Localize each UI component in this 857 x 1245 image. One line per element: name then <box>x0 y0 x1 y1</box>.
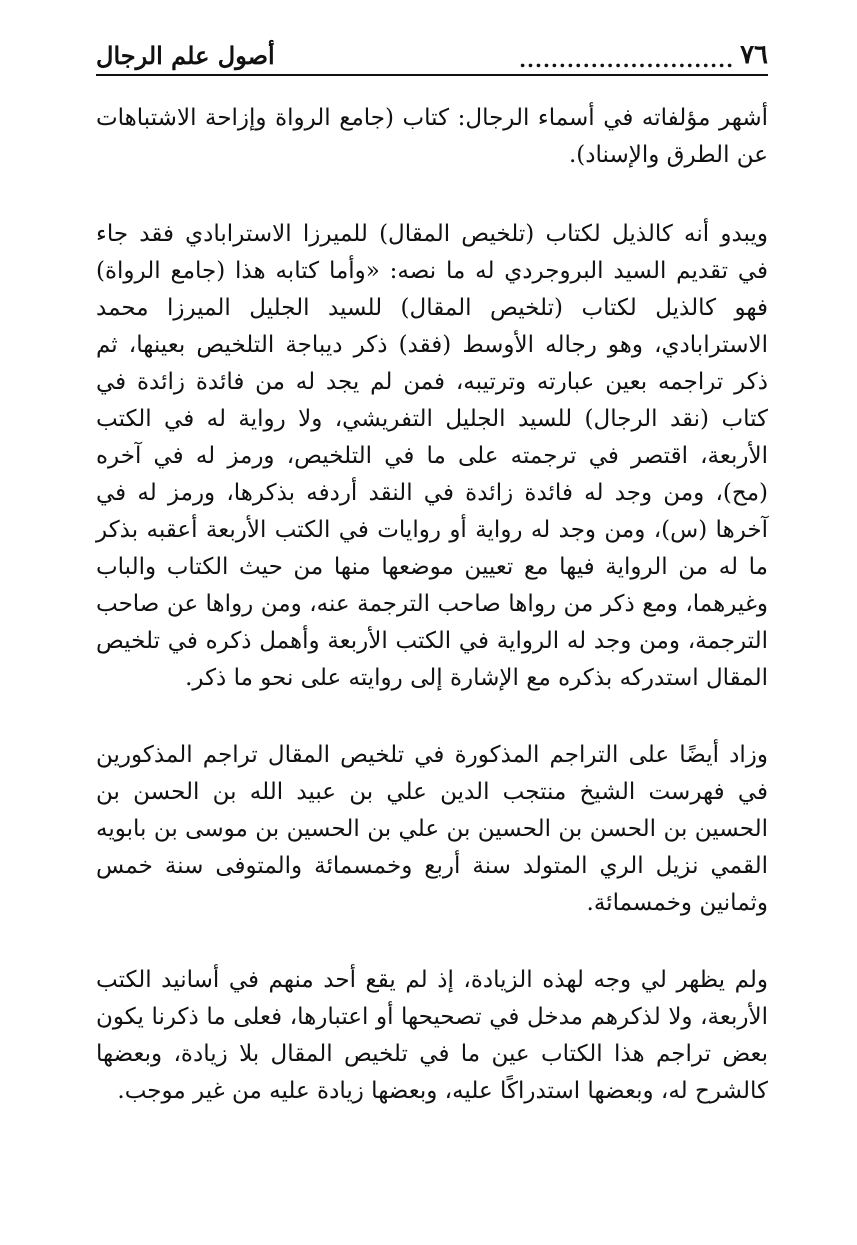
paragraph-3: وزاد أيضًا على التراجم المذكورة في تلخيص المقال تراجم المذكورين في فهرست الشيخ منتجب الدين علي بن عبيد الله بن الحسن بن الحسين بن الحسن بن الحسين بن علي بن الحسين بن موسى بن بابويه القمي نزيل الري المتولد سنة أربع وخمسمائة والمتوفى سنة خمس وثمانين وخمسمائة. <box>96 742 768 916</box>
paragraph-4: ولم يظهر لي وجه لهذه الزيادة، إذ لم يقع أحد منهم في أسانيد الكتب الأربعة، ولا لذكرهم مدخل في تصحيحها أو اعتبارها، فعلى ما ذكرنا يكون بعض تراجم هذا الكتاب عين ما في تلخيص المقال بلا زيادة، وبعضها كالشرح له، وبعضها استدراكًا عليه، وبعضها زيادة عليه من غير موجب. <box>96 967 768 1104</box>
page-body <box>96 100 768 1110</box>
page-number: ٧٦ <box>740 40 768 70</box>
header-leader-dots: ........................... <box>519 50 735 70</box>
running-title: أصول علم الرجال <box>96 41 275 70</box>
paragraph-1: أشهر مؤلفاته في أسماء الرجال: كتاب (جامع الرواة وإزاحة الاشتباهات عن الطرق والإسناد). <box>96 105 768 168</box>
running-header <box>96 36 768 76</box>
paragraph-2: ويبدو أنه كالذيل لكتاب (تلخيص المقال) للميرزا الاسترابادي فقد جاء في تقديم السيد البروجردي له ما نصه: «وأما كتابه هذا (جامع الرواة) فهو كالذيل لكتاب (تلخيص المقال) للسيد الجليل الميرزا محمد الاسترابادي، وهو رجاله الأوسط (فقد) ذكر ديباجة التلخيص بعينها، ثم ذكر تراجمه بعين عبارته وترتيبه، فمن لم يجد له من فائدة زائدة في كتاب (نقد الرجال) للسيد الجليل التفريشي، ولا رواية له في الكتب الأربعة، اقتصر في ترجمته على ما في التلخيص، ورمز له في آخره (مح)، ومن وجد له فائدة زائدة في النقد أردفه بذكرها، ورمز له في آخرها (س)، ومن وجد له رواية أو روايات في الكتب الأربعة أعقبه بذكر ما له من الرواية فيها مع تعيين موضعها منها من حيث الكتاب والباب وغيرهما، ومع ذكر من رواها صاحب الترجمة عنه، ومن رواها عن صاحب الترجمة، ومن وجد له الرواية في الكتب الأربعة وأهمل ذكره في تلخيص المقال استدركه بذكره مع الإشارة إلى روايته على نحو ما ذكر. <box>96 221 768 691</box>
